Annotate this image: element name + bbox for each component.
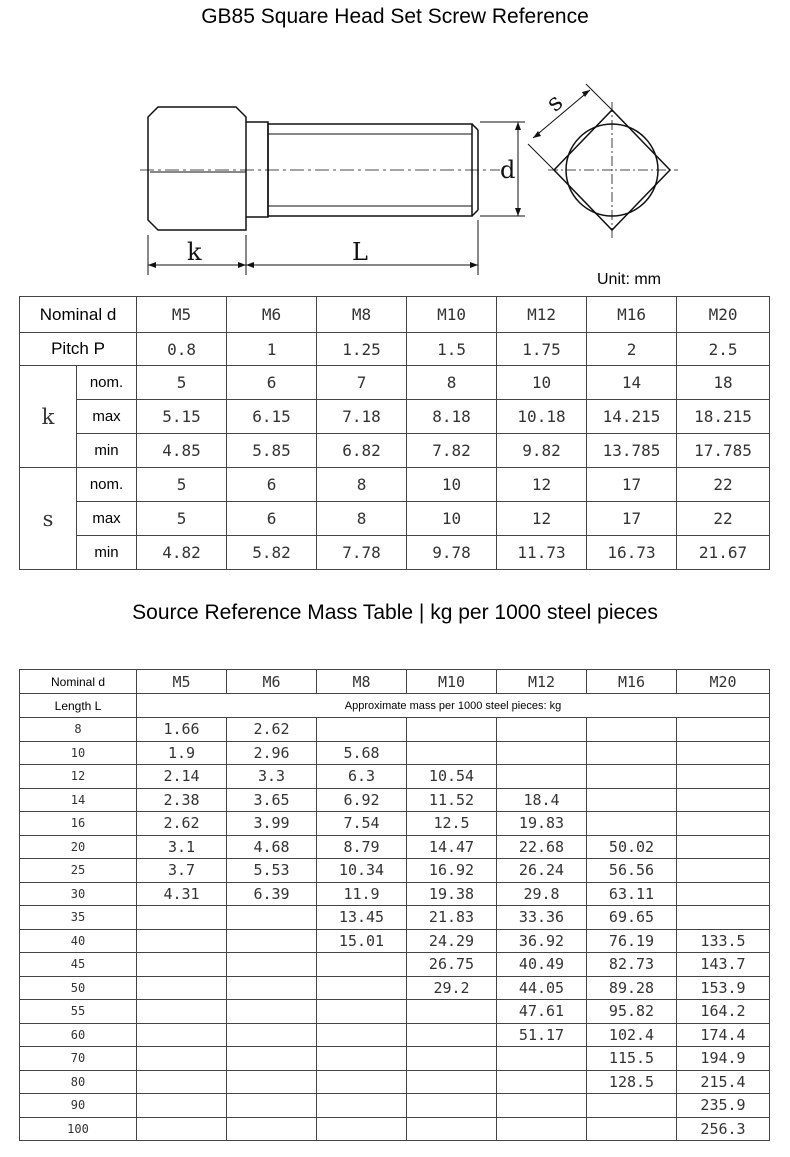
mass-value: 3.3	[227, 765, 317, 789]
k-value: 7.82	[407, 434, 497, 468]
mass-value	[227, 1070, 317, 1094]
mass-value: 5.53	[227, 859, 317, 883]
mass-nominal-label: Nominal d	[20, 670, 137, 694]
length-value: 60	[20, 1023, 137, 1047]
mass-value	[677, 788, 770, 812]
mass-header-row	[20, 670, 770, 694]
k-value: 9.82	[497, 434, 587, 468]
mass-value: 133.5	[677, 929, 770, 953]
mass-value: 2.14	[137, 765, 227, 789]
mass-size-header: M16	[587, 670, 677, 694]
pitch-value: 2	[587, 333, 677, 366]
mass-row	[20, 976, 770, 1000]
mass-value	[407, 1023, 497, 1047]
mass-value	[317, 1094, 407, 1118]
s-value: 8	[317, 468, 407, 502]
length-value: 16	[20, 812, 137, 836]
mass-value	[587, 788, 677, 812]
pitch-value: 2.5	[677, 333, 770, 366]
s-value: 22	[677, 502, 770, 536]
mass-value: 102.4	[587, 1023, 677, 1047]
mass-row	[20, 788, 770, 812]
mass-row	[20, 835, 770, 859]
nominal-d-label: Nominal d	[20, 297, 137, 333]
s-sub-label: max	[77, 502, 137, 536]
mass-value: 6.92	[317, 788, 407, 812]
mass-value: 115.5	[587, 1047, 677, 1071]
mass-row	[20, 812, 770, 836]
mass-value: 256.3	[677, 1117, 770, 1141]
mass-value	[497, 1070, 587, 1094]
dimensions-table	[19, 296, 770, 570]
k-value: 5.15	[137, 400, 227, 434]
mass-value: 10.54	[407, 765, 497, 789]
k-value: 7.18	[317, 400, 407, 434]
mass-value: 76.19	[587, 929, 677, 953]
k-value: 8	[407, 366, 497, 400]
mass-value	[407, 741, 497, 765]
mass-value	[317, 976, 407, 1000]
mass-value: 2.38	[137, 788, 227, 812]
mass-value	[227, 953, 317, 977]
nominal-row	[20, 297, 770, 333]
mass-value	[227, 1023, 317, 1047]
mass-value	[137, 929, 227, 953]
screw-shank-outline	[246, 122, 268, 217]
k-dim-label: k	[187, 238, 202, 266]
s-row	[20, 536, 770, 570]
length-value: 12	[20, 765, 137, 789]
mass-row	[20, 1000, 770, 1024]
pitch-row	[20, 333, 770, 366]
mass-value	[137, 1023, 227, 1047]
s-value: 9.78	[407, 536, 497, 570]
mass-value: 6.39	[227, 882, 317, 906]
length-value: 45	[20, 953, 137, 977]
length-value: 70	[20, 1047, 137, 1071]
mass-value	[137, 906, 227, 930]
k-value: 18	[677, 366, 770, 400]
mass-value: 143.7	[677, 953, 770, 977]
mass-value: 3.1	[137, 835, 227, 859]
mass-value: 2.62	[137, 812, 227, 836]
mass-value: 24.29	[407, 929, 497, 953]
mass-value: 26.24	[497, 859, 587, 883]
screw-head-outline	[148, 107, 246, 230]
size-header: M8	[317, 297, 407, 333]
mass-value: 3.65	[227, 788, 317, 812]
length-value: 90	[20, 1094, 137, 1118]
k-row	[20, 366, 770, 400]
mass-value	[227, 1117, 317, 1141]
mass-value: 40.49	[497, 953, 587, 977]
s-value: 8	[317, 502, 407, 536]
screw-drawing	[0, 60, 790, 280]
mass-value: 19.38	[407, 882, 497, 906]
k-value: 4.85	[137, 434, 227, 468]
mass-row	[20, 1117, 770, 1141]
l-dim-label: L	[352, 238, 368, 266]
mass-value	[407, 1094, 497, 1118]
mass-value	[677, 835, 770, 859]
mass-value	[317, 718, 407, 742]
k-value: 6.15	[227, 400, 317, 434]
mass-value: 95.82	[587, 1000, 677, 1024]
mass-value: 164.2	[677, 1000, 770, 1024]
mass-value: 2.96	[227, 741, 317, 765]
mass-value	[497, 718, 587, 742]
k-value: 10.18	[497, 400, 587, 434]
mass-value: 235.9	[677, 1094, 770, 1118]
length-value: 40	[20, 929, 137, 953]
s-value: 10	[407, 502, 497, 536]
mass-value	[587, 741, 677, 765]
mass-value: 2.62	[227, 718, 317, 742]
mass-row	[20, 765, 770, 789]
mass-value: 69.65	[587, 906, 677, 930]
length-value: 80	[20, 1070, 137, 1094]
s-row	[20, 468, 770, 502]
mass-value	[137, 976, 227, 1000]
s-sub-label: nom.	[77, 468, 137, 502]
s-value: 17	[587, 468, 677, 502]
mass-row	[20, 1070, 770, 1094]
length-value: 50	[20, 976, 137, 1000]
mass-value	[587, 718, 677, 742]
s-value: 4.82	[137, 536, 227, 570]
mass-row	[20, 929, 770, 953]
k-row	[20, 400, 770, 434]
mass-value	[227, 906, 317, 930]
size-header: M5	[137, 297, 227, 333]
mass-value: 1.66	[137, 718, 227, 742]
mass-value	[407, 718, 497, 742]
mass-value	[587, 1094, 677, 1118]
mass-row	[20, 1047, 770, 1071]
mass-value	[497, 765, 587, 789]
mass-value	[497, 1047, 587, 1071]
mass-value	[227, 929, 317, 953]
mass-value: 11.9	[317, 882, 407, 906]
length-value: 30	[20, 882, 137, 906]
mass-value	[587, 1117, 677, 1141]
s-value: 6	[227, 502, 317, 536]
k-group-label: k	[20, 366, 77, 468]
mass-value: 47.61	[497, 1000, 587, 1024]
s-value: 5.82	[227, 536, 317, 570]
mass-value	[317, 953, 407, 977]
size-header: M16	[587, 297, 677, 333]
s-group-label: s	[20, 468, 77, 570]
mass-value: 15.01	[317, 929, 407, 953]
mass-value: 4.31	[137, 882, 227, 906]
length-value: 25	[20, 859, 137, 883]
mass-row	[20, 718, 770, 742]
length-value: 100	[20, 1117, 137, 1141]
k-value: 5	[137, 366, 227, 400]
mass-value	[137, 1094, 227, 1118]
d-dim-label: d	[500, 156, 516, 184]
pitch-label: Pitch P	[20, 333, 137, 366]
mass-length-row	[20, 694, 770, 718]
mass-value	[407, 1070, 497, 1094]
k-value: 17.785	[677, 434, 770, 468]
mass-value	[317, 1047, 407, 1071]
mass-value	[227, 1094, 317, 1118]
k-value: 14	[587, 366, 677, 400]
s-value: 12	[497, 502, 587, 536]
k-value: 6	[227, 366, 317, 400]
pitch-value: 1	[227, 333, 317, 366]
s-value: 16.73	[587, 536, 677, 570]
mass-value: 174.4	[677, 1023, 770, 1047]
mass-row	[20, 1023, 770, 1047]
mass-value: 50.02	[587, 835, 677, 859]
mass-value	[677, 906, 770, 930]
mass-value	[317, 1070, 407, 1094]
k-value: 6.82	[317, 434, 407, 468]
pitch-value: 0.8	[137, 333, 227, 366]
s-value: 7.78	[317, 536, 407, 570]
s-value: 6	[227, 468, 317, 502]
mass-value: 82.73	[587, 953, 677, 977]
mass-size-header: M10	[407, 670, 497, 694]
mass-value: 3.99	[227, 812, 317, 836]
mass-value	[677, 882, 770, 906]
mass-value	[587, 812, 677, 836]
mass-value: 51.17	[497, 1023, 587, 1047]
length-value: 20	[20, 835, 137, 859]
mass-size-header: M12	[497, 670, 587, 694]
mass-value	[587, 765, 677, 789]
k-value: 14.215	[587, 400, 677, 434]
k-value: 8.18	[407, 400, 497, 434]
s-row	[20, 502, 770, 536]
mass-value: 16.92	[407, 859, 497, 883]
mass-table	[19, 669, 770, 1141]
mass-value	[677, 812, 770, 836]
mass-value: 1.9	[137, 741, 227, 765]
mass-value: 19.83	[497, 812, 587, 836]
length-value: 55	[20, 1000, 137, 1024]
mass-value	[227, 976, 317, 1000]
mass-value	[407, 1047, 497, 1071]
mass-value: 56.56	[587, 859, 677, 883]
mass-value: 33.36	[497, 906, 587, 930]
mass-value	[677, 718, 770, 742]
mass-value: 128.5	[587, 1070, 677, 1094]
s-value: 5	[137, 468, 227, 502]
mass-row	[20, 859, 770, 883]
s-value: 12	[497, 468, 587, 502]
k-value: 10	[497, 366, 587, 400]
mass-value	[227, 1000, 317, 1024]
length-label: Length L	[20, 694, 137, 718]
mass-value: 5.68	[317, 741, 407, 765]
mass-value	[407, 1000, 497, 1024]
length-value: 10	[20, 741, 137, 765]
mass-value: 12.5	[407, 812, 497, 836]
mass-value: 153.9	[677, 976, 770, 1000]
size-header: M10	[407, 297, 497, 333]
unit-label: Unit: mm	[597, 271, 661, 288]
s-value: 5	[137, 502, 227, 536]
s-value: 17	[587, 502, 677, 536]
k-value: 18.215	[677, 400, 770, 434]
k-sub-label: min	[77, 434, 137, 468]
mass-value	[497, 1094, 587, 1118]
length-value: 35	[20, 906, 137, 930]
mass-value: 29.8	[497, 882, 587, 906]
mass-value	[317, 1023, 407, 1047]
pitch-value: 1.25	[317, 333, 407, 366]
mass-value: 18.4	[497, 788, 587, 812]
size-header: M6	[227, 297, 317, 333]
mass-size-header: M8	[317, 670, 407, 694]
mass-value: 11.52	[407, 788, 497, 812]
s-value: 11.73	[497, 536, 587, 570]
mass-note: Approximate mass per 1000 steel pieces: kg	[137, 694, 770, 718]
k-row	[20, 434, 770, 468]
mass-row	[20, 953, 770, 977]
mass-value	[137, 1047, 227, 1071]
mass-value	[497, 1117, 587, 1141]
mass-value	[497, 741, 587, 765]
s-value: 21.67	[677, 536, 770, 570]
mass-value: 8.79	[317, 835, 407, 859]
s-sub-label: min	[77, 536, 137, 570]
mass-value	[137, 1117, 227, 1141]
mass-value: 44.05	[497, 976, 587, 1000]
mass-value: 215.4	[677, 1070, 770, 1094]
mass-value: 7.54	[317, 812, 407, 836]
mass-value: 3.7	[137, 859, 227, 883]
mass-row	[20, 882, 770, 906]
mass-value: 10.34	[317, 859, 407, 883]
mass-value	[677, 859, 770, 883]
length-value: 8	[20, 718, 137, 742]
mass-value: 29.2	[407, 976, 497, 1000]
mass-value	[137, 1000, 227, 1024]
mass-value	[317, 1117, 407, 1141]
mass-value	[137, 953, 227, 977]
mass-value: 36.92	[497, 929, 587, 953]
mass-value	[227, 1047, 317, 1071]
mass-value: 6.3	[317, 765, 407, 789]
mass-value	[677, 741, 770, 765]
mass-row	[20, 906, 770, 930]
mass-row	[20, 741, 770, 765]
k-value: 7	[317, 366, 407, 400]
mass-row	[20, 1094, 770, 1118]
k-sub-label: nom.	[77, 366, 137, 400]
pitch-value: 1.75	[497, 333, 587, 366]
k-sub-label: max	[77, 400, 137, 434]
mass-value: 21.83	[407, 906, 497, 930]
mass-value: 14.47	[407, 835, 497, 859]
mass-value: 13.45	[317, 906, 407, 930]
mass-size-header: M6	[227, 670, 317, 694]
mass-value	[137, 1070, 227, 1094]
size-header: M12	[497, 297, 587, 333]
mass-value: 22.68	[497, 835, 587, 859]
pitch-value: 1.5	[407, 333, 497, 366]
page-title: GB85 Square Head Set Screw Reference	[201, 5, 589, 28]
s-value: 22	[677, 468, 770, 502]
mass-value: 4.68	[227, 835, 317, 859]
mass-size-header: M5	[137, 670, 227, 694]
mass-value	[407, 1117, 497, 1141]
length-value: 14	[20, 788, 137, 812]
k-value: 13.785	[587, 434, 677, 468]
mass-value: 63.11	[587, 882, 677, 906]
mass-value	[677, 765, 770, 789]
mass-size-header: M20	[677, 670, 770, 694]
k-value: 5.85	[227, 434, 317, 468]
s-value: 10	[407, 468, 497, 502]
size-header: M20	[677, 297, 770, 333]
mass-table-title: Source Reference Mass Table | kg per 1000 steel pieces	[132, 601, 658, 624]
mass-value: 26.75	[407, 953, 497, 977]
s-dim-label: s	[540, 88, 569, 118]
mass-value	[317, 1000, 407, 1024]
mass-value: 194.9	[677, 1047, 770, 1071]
mass-value: 89.28	[587, 976, 677, 1000]
